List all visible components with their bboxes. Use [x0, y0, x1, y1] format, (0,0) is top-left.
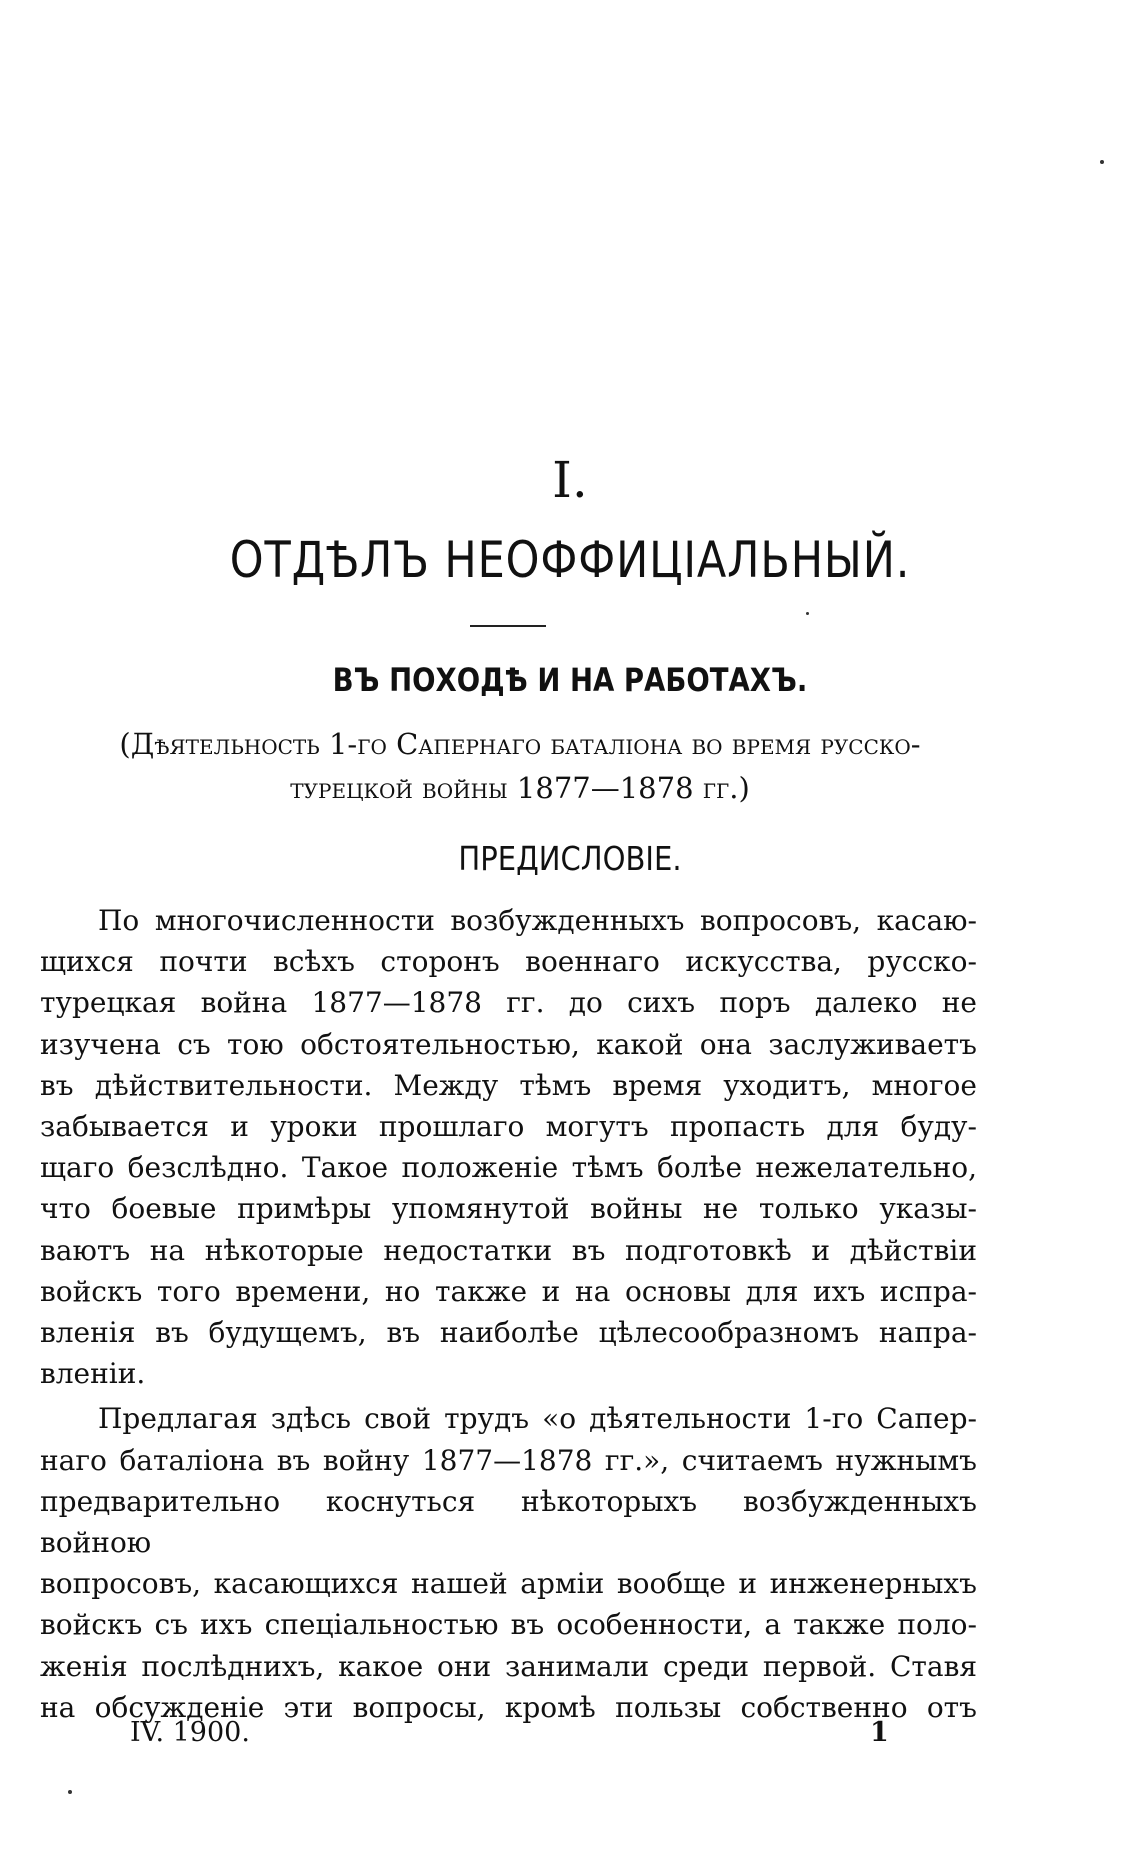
- title-divider: [470, 625, 546, 627]
- text-line: наго баталіона въ войну 1877—1878 гг.», считаемъ нужнымъ: [40, 1443, 977, 1477]
- subtitle-line: турецкой войны 1877—1878 гг.): [290, 771, 750, 805]
- text-line: вленія въ будущемъ, въ наиболѣе цѣлесообразномъ напра-: [40, 1316, 977, 1350]
- text-line: предварительно коснуться нѣкоторыхъ возбужденныхъ войною: [40, 1484, 977, 1560]
- section-title: ОТДѢЛЪ НЕОФФИЦІАЛЬНЫЙ.: [229, 531, 911, 589]
- text-line: въ дѣйствительности. Между тѣмъ время уходитъ, многое: [40, 1068, 977, 1102]
- text-line: на обсужденіе эти вопросы, кромѣ пользы собственно отъ: [40, 1690, 977, 1724]
- text-line: щаго безслѣдно. Такое положеніе тѣмъ болѣе нежелательно,: [40, 1151, 977, 1185]
- scan-speck: [68, 1790, 72, 1794]
- article-title: ВЪ ПОХОДѢ И НА РАБОТАХЪ.: [332, 661, 808, 699]
- part-number: I.: [552, 451, 588, 509]
- paragraph-2: [40, 1398, 977, 1728]
- text-line: вопросовъ, касающихся нашей арміи вообще и инженерныхъ: [40, 1567, 977, 1601]
- scan-speck: [1100, 160, 1104, 164]
- paragraph-1: [40, 900, 977, 1394]
- page-number: 1: [870, 1717, 889, 1748]
- text-line: ваютъ на нѣкоторые недостатки въ подготовкѣ и дѣйствіи: [40, 1233, 977, 1267]
- text-line: забывается и уроки прошлаго могутъ пропасть для буду-: [40, 1110, 977, 1144]
- subtitle-line: (Дѣятельность 1-го Сапернаго баталіона во время русско-: [119, 727, 921, 761]
- text-line: войскъ того времени, но также и на основы для ихъ испра-: [40, 1274, 977, 1308]
- text-line: щихся почти всѣхъ сторонъ военнаго искусства, русско-: [40, 945, 977, 979]
- body-text: [40, 900, 977, 1728]
- scan-speck: [806, 612, 809, 615]
- text-line: Предлагая здѣсь свой трудъ «о дѣятельности 1-го Сапер-: [98, 1402, 977, 1436]
- text-line: турецкая война 1877—1878 гг. до сихъ поръ далеко не: [40, 986, 977, 1020]
- text-line: изучена съ тою обстоятельностью, какой она заслуживаетъ: [40, 1027, 977, 1061]
- text-line: что боевые примѣры упомянутой войны не только указы-: [40, 1192, 977, 1226]
- footer-signature: IV. 1900.: [130, 1717, 250, 1748]
- preface-heading: ПРЕДИСЛОВІЕ.: [458, 839, 682, 878]
- text-line: вленіи.: [40, 1357, 146, 1391]
- article-subtitle: [40, 722, 1000, 810]
- text-line: По многочисленности возбужденныхъ вопросовъ, касаю-: [98, 904, 977, 937]
- text-line: войскъ съ ихъ спеціальностью въ особенности, а также поло-: [40, 1608, 977, 1642]
- text-line: женія послѣднихъ, какое они занимали среди первой. Ставя: [40, 1649, 977, 1683]
